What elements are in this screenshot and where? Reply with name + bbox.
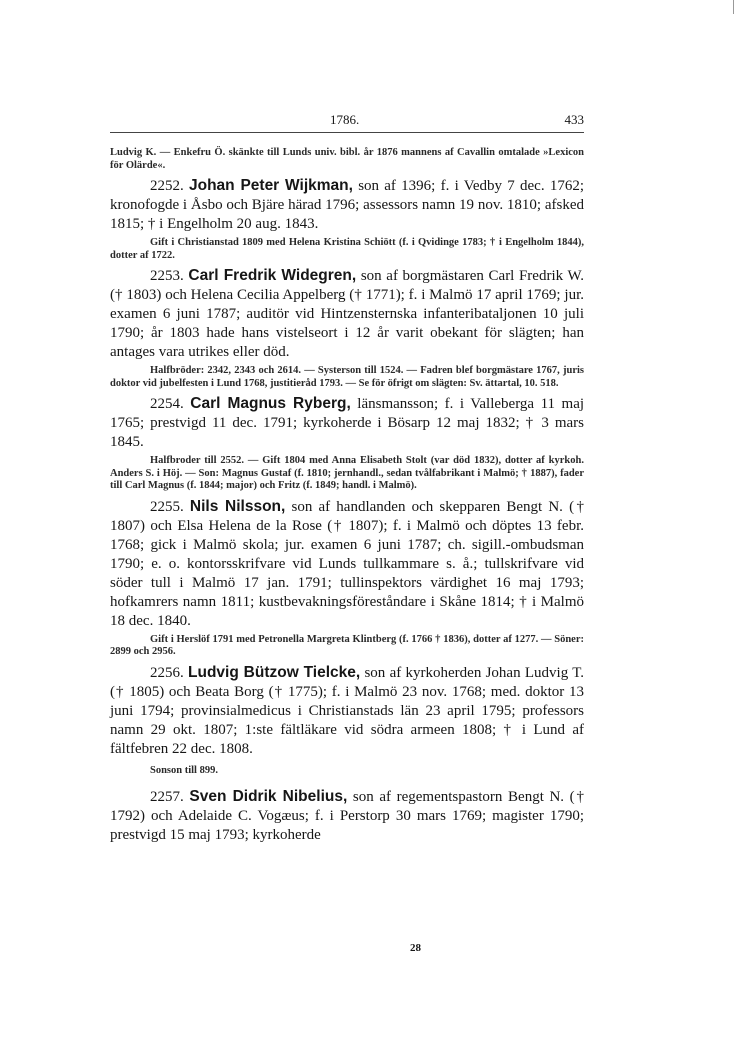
entry-name: Johan Peter Wijkman, xyxy=(189,177,353,194)
entry-number: 2252. xyxy=(150,178,184,194)
entry-text: son af 1396; f. i Vedby 7 dec. 1762; kronofogde i Åsbo och Bjäre härad 1796; assessors namn 19 nov. 1810; afsked 1815; † i Engelholm 20 aug. 1843. xyxy=(110,178,585,232)
page-edge-mark xyxy=(733,0,734,14)
entry-text: son af regementspastorn Bengt N. († 1792) och Adelaide C. Vogæus; f. i Perstorp 30 mars 1769; magister 1790; prestvigd 15 maj 1793; kyrkoherde xyxy=(110,789,585,843)
entry-text: son af borgmästaren Carl Fredrik W. († 1803) och Helena Cecilia Appelberg († 1771); f. i Malmö 17 april 1769; jur. examen 6 juni 1787; auditör vid Hintzensternska infanteribataljonen 10 juli 1790; år 1803 hade hans vistelseort i 12 år varit obekant för slägten; han antages vara utrikes eller död. xyxy=(110,268,584,360)
entry-number: 2254. xyxy=(150,396,184,412)
entry-name: Ludvig Bützow Tielcke, xyxy=(188,663,361,681)
entry-name: Sven Didrik Nibelius, xyxy=(189,788,348,805)
entry-text: länsmansson; f. i Valleberga 11 maj 1765; prestvigd 11 dec. 1791; kyrkoherde i Bösarp 12 maj 1832; † 3 mars 1845. xyxy=(110,396,585,450)
entry-note: Gift i Herslöf 1791 med Petronella Margreta Klintberg (f. 1766 † 1836), dotter af 1277. — Söner: 2899 och 2956. xyxy=(110,633,584,657)
document-page xyxy=(110,112,584,848)
entry-number: 2257. xyxy=(150,789,184,805)
entry-2253 xyxy=(110,266,584,362)
entry-number: 2253. xyxy=(150,268,184,284)
entry-number: 2255. xyxy=(150,498,184,515)
entry-note: Halfbröder: 2342, 2343 och 2614. — Systerson till 1524. — Fadren blef borgmästare 1767, juris doktor vid jubelfesten i Lund 1768, justitieråd 1793. — Se för öfrigt om slägten: Sv. ättartal, 10. 518. xyxy=(110,365,584,389)
entry-name: Carl Magnus Ryberg, xyxy=(190,395,351,412)
entry-text: son af handlanden och skepparen Bengt N. († 1807) och Elsa Helena de la Rose († 1807); f. i Malmö och döptes 13 febr. 1768; gick i Malmö skola; jur. examen 6 juni 1787; ch. sigill.-ombudsman 1790; e. o. kontorsskrifvare vid Lunds tullkammare s. å.; tullskrifvare vid söder tull i Malmö 17 jan. 1791; tullinspektors värdighet 16 maj 1793; hofkamrers namn 1811; kustbevakningsföreståndare i Skåne 1814; † i Malmö 18 dec. 1840. xyxy=(110,498,584,629)
entry-note: Gift i Christianstad 1809 med Helena Kristina Schiött (f. i Qvidinge 1783; † i Engelholm 1844), dotter af 1722. xyxy=(110,237,584,261)
entry-name: Carl Fredrik Widegren, xyxy=(188,267,357,284)
intro-note: Ludvig K. — Enkefru Ö. skänkte till Lunds univ. bibl. år 1876 mannens af Cavallin omtalade »Lexicon för Olärde«. xyxy=(110,147,584,171)
header-rule xyxy=(110,132,584,133)
running-header xyxy=(110,112,584,132)
header-year: 1786. xyxy=(330,112,360,127)
entry-2256 xyxy=(110,663,584,759)
entry-2255 xyxy=(110,497,584,631)
entry-note: Sonson till 899. xyxy=(150,764,218,776)
entry-note: Halfbroder till 2552. — Gift 1804 med Anna Elisabeth Stolt (var död 1832), dotter af kyrkoh. Anders S. i Höj. — Son: Magnus Gustaf (f. 1810; jernhandl., sedan tvålfabrikant i Malmö; † 1887), fader till Carl Magnus (f. 1844; major) och Fritz (f. 1849; handl. i Malmö). xyxy=(110,455,584,491)
entry-2257 xyxy=(110,787,584,845)
page-number: 433 xyxy=(564,112,584,127)
entry-number: 2256. xyxy=(150,664,184,681)
entry-2254 xyxy=(110,394,584,452)
entry-2252 xyxy=(110,176,584,234)
entry-text: son af kyrkoherden Johan Ludvig T. († 1805) och Beata Borg († 1775); f. i Malmö 23 nov. 1768; med. doktor 13 juni 1794; provinsialmedicus i Christianstads län 23 april 1795; professors namn 29 okt. 1807; 1:ste fältläkare vid södra armeen 1808; † i Lund af fältfebren 22 dec. 1808. xyxy=(110,664,584,757)
entry-name: Nils Nilsson, xyxy=(189,497,286,515)
signature-mark: 28 xyxy=(410,942,421,954)
